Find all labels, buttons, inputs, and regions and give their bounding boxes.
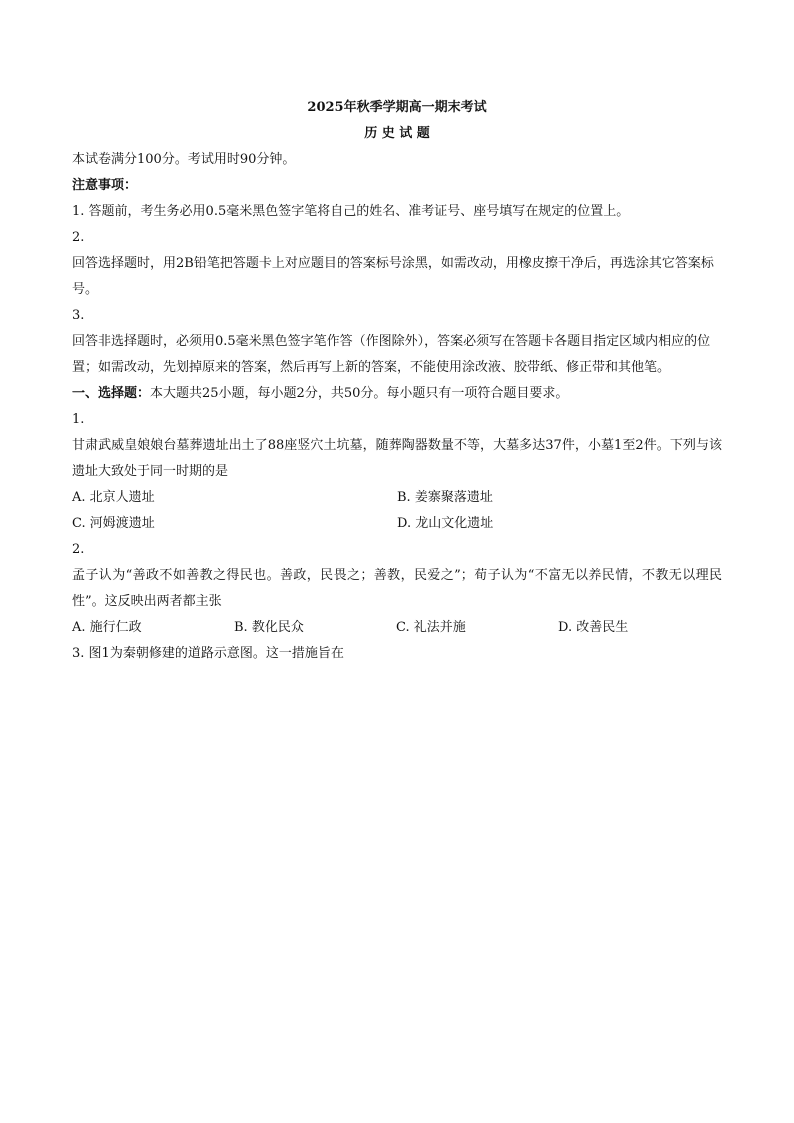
note-text: 答题前，考生务必用0.5毫米黑色签字笔将自己的姓名、准考证号、座号填写在规定的位置上。 <box>88 204 630 219</box>
option-b: B. 教化民众 <box>234 620 304 635</box>
note-item-1 <box>72 199 722 225</box>
section-title: 一、选择题： <box>72 386 151 401</box>
exam-title: 2025年秋季学期高一期末考试 <box>307 100 487 115</box>
question-stem: 图1为秦朝修建的道路示意图。这一措施旨在 <box>88 646 344 661</box>
option-a: A. 施行仁政 <box>72 620 142 635</box>
option-c: C. 河姆渡遗址 <box>72 516 155 531</box>
question-stem: 甘肃武威皇娘娘台墓葬遗址出土了88座竖穴土坑墓，随葬陶器数量不等，大墓多达37件，小墓1至2件。下列与该遗址大致处于同一时期的是 <box>72 438 722 479</box>
note-number: 3. <box>72 308 85 323</box>
option-b: B. 姜寨聚落遗址 <box>397 490 493 505</box>
question-options <box>72 485 722 537</box>
note-number: 1. <box>72 204 85 219</box>
note-text: 回答非选择题时，必须用0.5毫米黑色签字笔作答（作图除外），答案必须写在答题卡各题目指定区域内相应的位置；如需改动，先划掉原来的答案，然后再写上新的答案，不能使用涂改液、胶带纸、修正带和其他笔。 <box>72 334 711 375</box>
question-number: 1. <box>72 412 85 427</box>
question-1 <box>72 407 722 537</box>
question-2 <box>72 537 722 641</box>
exam-page <box>72 95 722 667</box>
question-number: 2. <box>72 542 85 557</box>
option-d: D. 龙山文化遗址 <box>397 516 494 531</box>
section-description: 本大题共25小题，每小题2分，共50分。每小题只有一项符合题目要求。 <box>150 386 569 401</box>
option-c: C. 礼法并施 <box>396 620 466 635</box>
note-text: 回答选择题时，用2B铅笔把答题卡上对应题目的答案标号涂黑，如需改动，用橡皮擦干净后，再选涂其它答案标号。 <box>72 256 714 297</box>
intro-text: 本试卷满分100分。考试用时90分钟。 <box>72 152 296 167</box>
question-number: 3. <box>72 646 85 661</box>
note-item-3 <box>72 303 722 381</box>
question-3 <box>72 641 722 667</box>
note-number: 2. <box>72 230 85 245</box>
question-stem: 孟子认为“善政不如善教之得民也。善政，民畏之；善教，民爱之”；荀子认为“不富无以养民情，不教无以理民性”。这反映出两者都主张 <box>72 568 722 609</box>
notes-heading: 注意事项： <box>72 178 138 193</box>
note-item-2 <box>72 225 722 303</box>
subject-title: 历 史 试 题 <box>364 126 430 141</box>
option-a: A. 北京人遗址 <box>72 490 155 505</box>
option-d: D. 改善民生 <box>558 620 629 635</box>
section-heading <box>72 381 722 407</box>
question-options <box>72 615 722 641</box>
